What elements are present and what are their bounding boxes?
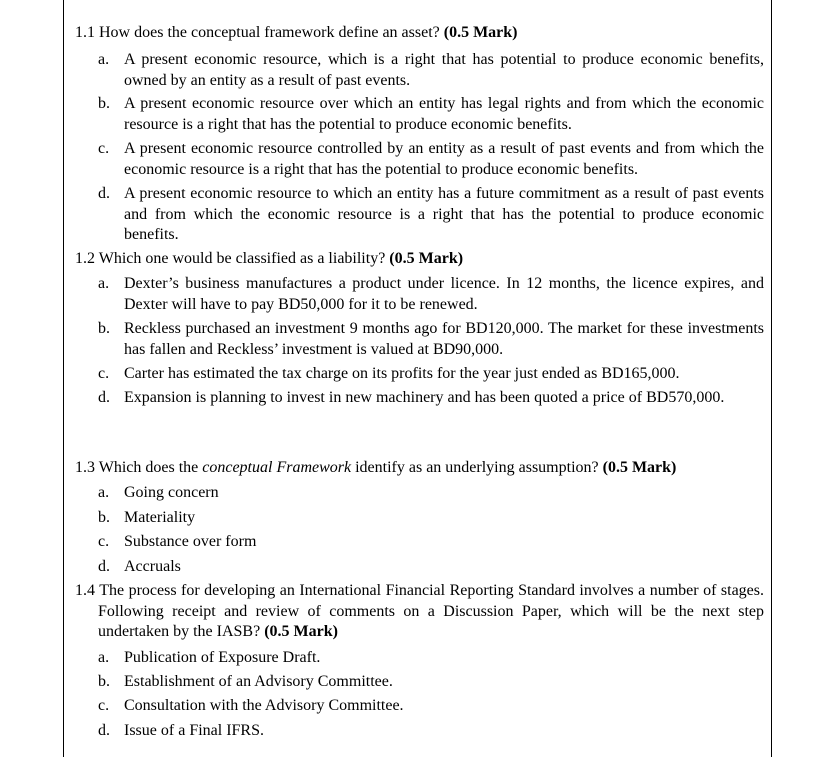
option-label: d. [98,558,110,575]
option-text: Substance over form [124,533,257,550]
option-text: Issue of a Final IFRS. [124,722,264,739]
option-label: d. [98,389,110,406]
option-1-2-b[interactable] [98,319,764,360]
option-1-2-a[interactable] [98,274,764,315]
question-1-3 [75,458,764,479]
option-text: Going concern [124,484,219,501]
option-1-1-a[interactable] [98,50,764,91]
option-text: A present economic resource to which an entity has a future commitment as a result of past events and from which the economic resource is a right that has the potential to produce economic benefits. [124,185,764,243]
question-1-1 [75,23,764,44]
option-label: c. [98,140,110,157]
option-1-3-c[interactable] [98,532,764,553]
option-text: Carter has estimated the tax charge on its profits for the year just ended as BD165,000. [124,365,680,382]
option-label: b. [98,95,110,112]
option-text: Expansion is planning to invest in new machinery and has been quoted a price of BD570,000. [124,389,725,406]
option-text: A present economic resource, which is a right that has potential to produce economic benefits, owned by an entity as a result of past events. [124,51,764,89]
question-text-italic: conceptual Framework [202,459,352,476]
question-text: How does the conceptual framework define an asset? [99,24,440,41]
option-label: d. [98,185,110,202]
option-1-3-d[interactable] [98,557,764,578]
question-mark: (0.5 Mark) [389,250,464,267]
option-label: a. [98,275,110,292]
option-1-4-a[interactable] [98,648,764,669]
option-text: Consultation with the Advisory Committee. [124,697,404,714]
question-text: Which one would be classified as a liability? [98,250,386,267]
question-text: Which does the [98,459,199,476]
option-1-4-d[interactable] [98,721,764,742]
question-1-4 [75,581,764,643]
page-border-left [63,0,64,757]
option-label: d. [98,722,110,739]
option-label: c. [98,533,110,550]
option-label: a. [98,51,110,68]
question-mark: (0.5 Mark) [264,623,338,640]
option-label: b. [98,320,110,337]
option-1-4-b[interactable] [98,672,764,693]
option-label: c. [98,697,110,714]
option-label: b. [98,509,110,526]
option-label: a. [98,484,110,501]
question-number: 1.1 [75,24,95,41]
option-1-1-d[interactable] [98,184,764,246]
option-text: Reckless purchased an investment 9 months ago for BD120,000. The market for these investments has fallen and Reckless’ investment is valued at BD90,000. [124,320,764,358]
question-number: 1.2 [75,250,95,267]
option-text: A present economic resource controlled by an entity as a result of past events and from which the economic resource is a right that has the potential to produce economic benefits. [124,140,764,178]
option-text: Accruals [124,558,181,575]
option-1-2-d[interactable] [98,388,764,409]
option-1-3-b[interactable] [98,508,764,529]
option-label: c. [98,365,110,382]
option-label: b. [98,673,110,690]
option-text: Materiality [124,509,196,526]
option-text: Publication of Exposure Draft. [124,649,321,666]
question-number: 1.4 [75,582,95,599]
question-text: identify as an underlying assumption? [355,459,599,476]
option-text: Establishment of an Advisory Committee. [124,673,393,690]
option-text: Dexter’s business manufactures a product under licence. In 12 months, the licence expires, and Dexter will have to pay BD50,000 for it to be renewed. [124,275,764,313]
option-label: a. [98,649,110,666]
question-text: The process for developing an International Financial Reporting Standard involves a number of stages. Following receipt and review of comments on a Discussion Paper, which will be the next step undertaken by the IASB? [98,582,764,640]
option-1-3-a[interactable] [98,483,764,504]
question-mark: (0.5 Mark) [602,459,677,476]
option-1-1-b[interactable] [98,94,764,135]
question-number: 1.3 [75,459,95,476]
question-1-2 [75,249,764,270]
option-1-4-c[interactable] [98,696,764,717]
page-border-right [771,0,772,757]
question-mark: (0.5 Mark) [443,24,518,41]
option-1-2-c[interactable] [98,364,764,385]
option-1-1-c[interactable] [98,139,764,180]
option-text: A present economic resource over which an entity has legal rights and from which the economic resource is a right that has the potential to produce economic benefits. [124,95,764,133]
